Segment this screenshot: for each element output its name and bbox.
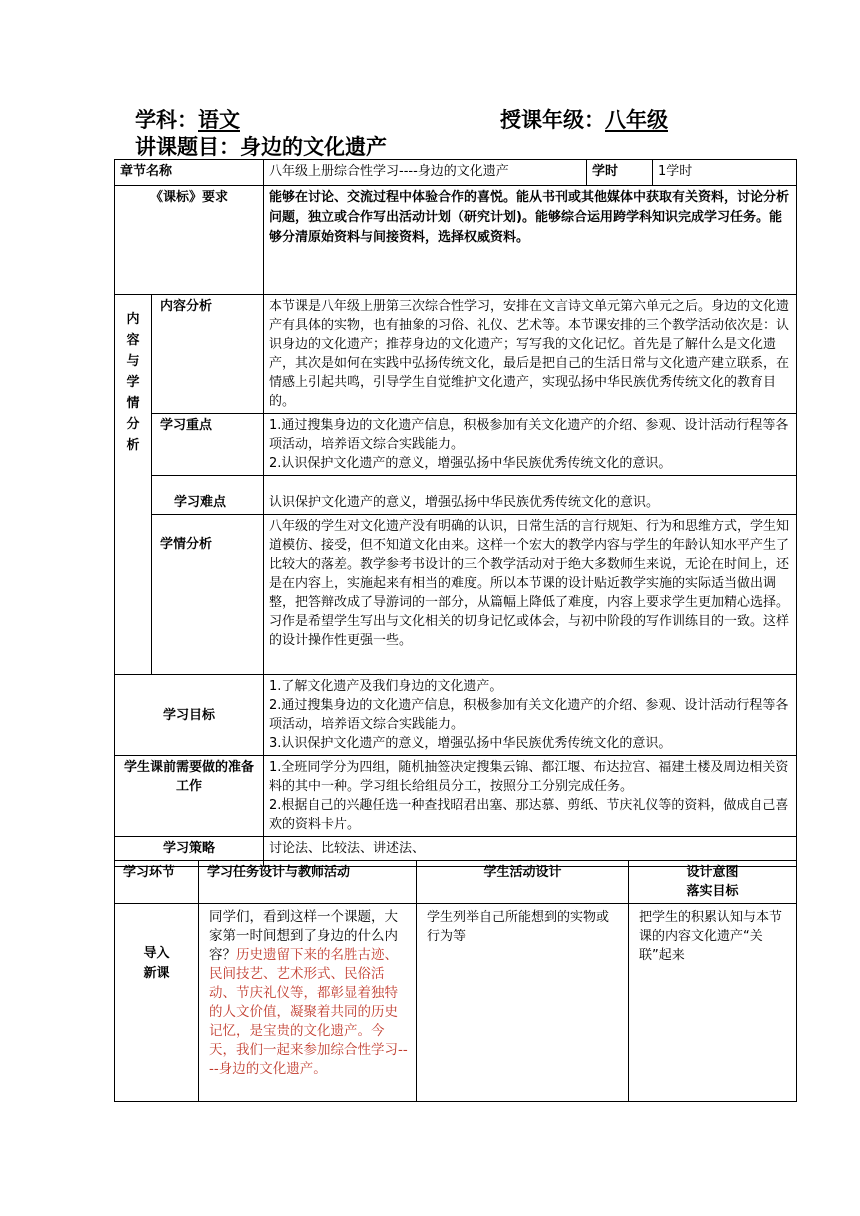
- objectives-label: 学习目标: [115, 675, 264, 756]
- hours-value: 1学时: [653, 160, 797, 186]
- chapter-row: [115, 160, 797, 186]
- difficulty-row: [115, 476, 797, 515]
- student-activity: 学生列举自己所能想到的实物或行为等: [417, 904, 629, 1102]
- chapter-value: 八年级上册综合性学习----身边的文化遗产: [264, 160, 587, 186]
- objectives-list: [264, 675, 797, 756]
- col-intent: [629, 861, 797, 904]
- key-label: 学习重点: [152, 414, 264, 476]
- stage-intro-line-2: 新课: [143, 966, 170, 981]
- stage-intro: [115, 904, 199, 1102]
- prep-items: [264, 756, 797, 837]
- analysis-group-label: [115, 295, 152, 675]
- key-items: [264, 414, 797, 476]
- col-stage: 学习环节: [115, 861, 199, 904]
- teacher-question: 同学们，看到这样一个课题，大家第一时间想到了身边的什么内容？: [209, 909, 398, 963]
- grade-value: 八年级: [605, 108, 668, 132]
- difficulty-text: 认识保护文化遗产的意义，增强弘扬中华民族优秀传统文化的意识。: [264, 476, 797, 515]
- topic-label: 讲课题目：: [135, 135, 240, 159]
- standard-label: 《课标》要求: [115, 186, 264, 295]
- subject-label: 学科：: [135, 108, 198, 132]
- stage-intro-line-1: 导入: [143, 946, 170, 961]
- prep-row: [115, 756, 797, 837]
- learner-text: 八年级的学生对文化遗产没有明确的认识，日常生活的言行规矩、行为和思维方式，学生知道模仿、接受，但不知道文化由来。这样一个宏大的教学内容与学生的年龄认知水平产生了比较大的落差。教学参考书设计的三个教学活动对于绝大多数师生来说，无论在时间上，还是在内容上，实施起来有相当的难度。所以本节课的设计贴近教学实施的实际适当做出调整，把答辩改成了导游词的一部分，从篇幅上降低了难度，内容上要求学生更加精心选择。习作是希望学生写出与文化相关的切身记忆或体会，与初中阶段的写作训练目的一致。这样的设计操作性更强一些。: [264, 515, 797, 675]
- topic-value: 身边的文化遗产: [240, 135, 387, 159]
- key-row: [115, 414, 797, 476]
- col-student: 学生活动设计: [417, 861, 629, 904]
- chapter-label: 章节名称: [115, 160, 264, 186]
- subject-value: 语文: [198, 108, 240, 132]
- col-intent-line-2: 落实目标: [686, 884, 739, 899]
- content-analysis-row: [115, 295, 797, 414]
- teacher-activity: [199, 904, 417, 1102]
- objective-item: 2.通过搜集身边的文化遗产信息，积极参加有关文化遗产的介绍、参观、设计活动行程等各项活动，培养语文综合实践能力。: [269, 698, 789, 732]
- strategy-text: 讨论法、比较法、讲述法、: [264, 837, 797, 867]
- lesson-info-table: [114, 159, 797, 867]
- grade-label: 授课年级：: [500, 108, 605, 132]
- content-text: 本节课是八年级上册第三次综合性学习，安排在文言诗文单元第六单元之后。身边的文化遗产有具体的实物，也有抽象的习俗、礼仪、艺术等。本节课安排的三个教学活动依次是：认识身边的文化遗产；推荐身边的文化遗产；写写我的文化记忆。首先是了解什么是文化遗产，其次是如何在实践中弘扬传统文化，最后是把自己的生活日常与文化遗产建立联系，在情感上引起共鸣，引导学生自觉维护文化遗产，实现弘扬中华民族优秀传统文化的教育目的。: [264, 295, 797, 414]
- process-row-intro: [115, 904, 797, 1102]
- hours-label: 学时: [587, 160, 653, 186]
- objective-item: 1.了解文化遗产及我们身边的文化遗产。: [269, 679, 503, 694]
- learner-label: 学情分析: [152, 515, 264, 675]
- prep-item: 2.根据自己的兴趣任选一种查找昭君出塞、那达慕、剪纸、节庆礼仪等的资料，做成自己喜欢的资料卡片。: [269, 798, 789, 832]
- objective-item: 3.认识保护文化遗产的意义，增强弘扬中华民族优秀传统文化的意识。: [269, 736, 672, 751]
- lesson-process-table: [114, 860, 797, 1102]
- analysis-group-text: 内容与学情分析: [126, 312, 140, 453]
- standard-row: [115, 186, 797, 295]
- difficulty-label: 学习难点: [152, 476, 264, 515]
- learner-row: [115, 515, 797, 675]
- prep-label: 学生课前需要做的准备工作: [115, 756, 264, 837]
- key-item: 1.通过搜集身边的文化遗产信息，积极参加有关文化遗产的介绍、参观、设计活动行程等各项活动，培养语文综合实践能力。: [269, 418, 789, 452]
- topic-line: [135, 131, 387, 161]
- key-item: 2.认识保护文化遗产的意义，增强弘扬中华民族优秀传统文化的意识。: [269, 456, 672, 471]
- col-teacher: 学习任务设计与教师活动: [199, 861, 417, 904]
- design-intent: 把学生的积累认知与本节课的内容文化遗产“关联”起来: [629, 904, 797, 1102]
- teacher-answer: 历史遗留下来的名胜古迹、民间技艺、艺术形式、民俗活动、节庆礼仪等，都彰显着独特的人文价值，凝聚着共同的历史记忆，是宝贵的文化遗产。今天，我们一起来参加综合性学习----身边的文化遗产。: [209, 947, 408, 1077]
- process-header-row: [115, 861, 797, 904]
- prep-item: 1.全班同学分为四组，随机抽签决定搜集云锦、都江堰、布达拉宫、福建土楼及周边相关资料的其中一种。学习组长给组员分工，按照分工分别完成任务。: [269, 760, 789, 794]
- objectives-row: [115, 675, 797, 756]
- subject-line: [135, 104, 240, 134]
- content-label: 内容分析: [152, 295, 264, 414]
- col-intent-line-1: 设计意图: [686, 865, 739, 880]
- strategy-label: 学习策略: [115, 837, 264, 867]
- standard-text: 能够在讨论、交流过程中体验合作的喜悦。能从书刊或其他媒体中获取有关资料，讨论分析问题，独立或合作写出活动计划（研究计划)。能够综合运用跨学科知识完成学习任务。能够分清原始资料与间接资料，选择权威资料。: [264, 186, 797, 295]
- grade-line: [500, 104, 668, 134]
